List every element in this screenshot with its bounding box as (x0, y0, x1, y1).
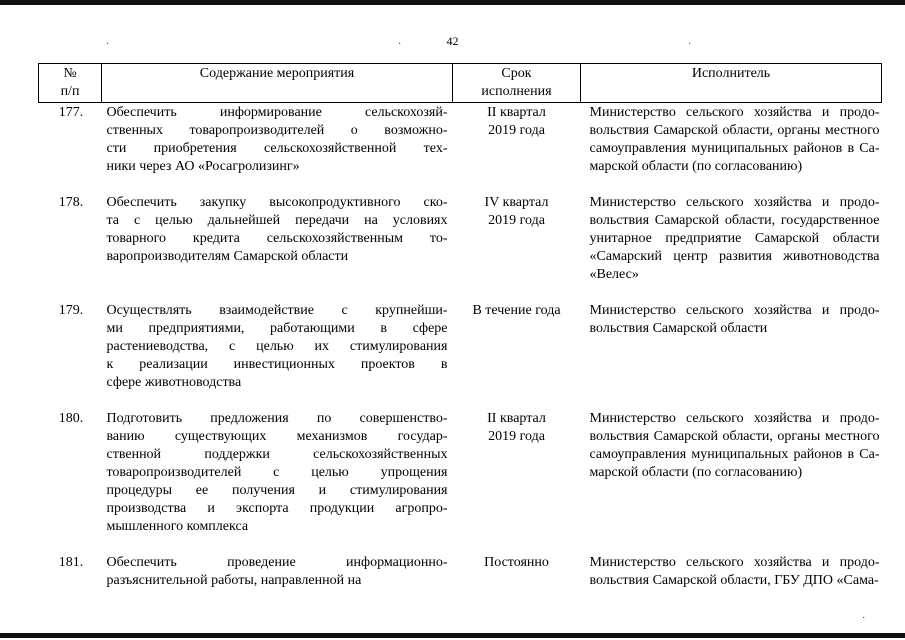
row-executor-line: вольствия Самарской области (589, 321, 768, 336)
scan-speck: · (862, 613, 866, 624)
row-executor-line: марской области (по согласованию) (589, 159, 803, 174)
row-content-line: Обеспечить закупку высокопродуктивного ско- (106, 195, 448, 210)
row-term (453, 103, 581, 195)
top-border (0, 0, 905, 5)
row-content-line: ники через АО «Росагролизинг» (106, 159, 300, 174)
row-content (102, 103, 453, 195)
row-content-line: производства и экспорта продукции агропро- (106, 501, 448, 516)
row-content-line: ственных товаропроизводителей о возможно- (106, 123, 448, 138)
row-executor-line: вольствия Самарской области, государственное (589, 213, 880, 228)
row-term-line: 2019 года (488, 123, 545, 138)
row-number: 177. (58, 105, 84, 120)
row-term (453, 410, 581, 554)
row-number: 179. (58, 303, 84, 318)
row-executor-line: Министерство сельского хозяйства и продо- (589, 411, 880, 426)
row-executor-line: Министерство сельского хозяйства и продо- (589, 105, 880, 120)
row-content-line: та с целью дальнейшей передачи на условиях (106, 213, 448, 228)
row-content-line: разъяснительной работы, направленной на (106, 573, 362, 588)
row-executor-line: самоуправления муниципальных районов в Са- (589, 447, 880, 462)
row-term (453, 554, 581, 608)
row-executor (581, 410, 882, 554)
row-content (102, 302, 453, 410)
row-executor-line: Министерство сельского хозяйства и продо- (589, 303, 880, 318)
row-content-line: к реализации инвестиционных проектов в (106, 357, 448, 372)
row-executor-line: Министерство сельского хозяйства и продо- (589, 195, 880, 210)
row-number: 181. (58, 555, 84, 570)
header-term: Срок исполнения (453, 64, 581, 103)
header-number: № п/п (39, 64, 102, 103)
row-term (453, 194, 581, 302)
row-executor-line: вольствия Самарской области, органы местного (589, 123, 880, 138)
row-executor-line: Министерство сельского хозяйства и продо- (589, 555, 880, 570)
row-content (102, 410, 453, 554)
row-term (453, 302, 581, 410)
row-executor (581, 554, 882, 608)
row-term-line: IV квартал (484, 195, 549, 210)
row-executor-line: самоуправления муниципальных районов в Са- (589, 141, 880, 156)
row-executor (581, 103, 882, 195)
row-content-line: товарного кредита сельскохозяйственным то- (106, 231, 448, 246)
row-executor-line: вольствия Самарской области, ГБУ ДПО «Сама- (589, 573, 879, 588)
table-row (39, 103, 882, 195)
row-content-line: ми предприятиями, работающими в сфере (106, 321, 448, 336)
row-executor-line: вольствия Самарской области, органы местного (589, 429, 880, 444)
header-content: Содержание мероприятия (102, 64, 453, 103)
row-executor-line: марской области (по согласованию) (589, 465, 803, 480)
row-term-line: 2019 года (488, 429, 545, 444)
row-content-line: Подготовить предложения по совершенство- (106, 411, 448, 426)
scan-speck: · (106, 39, 110, 50)
row-executor (581, 302, 882, 410)
row-term-line: II квартал (487, 105, 546, 120)
table-row (39, 554, 882, 608)
row-content-line: варопроизводителям Самарской области (106, 249, 349, 264)
table-row (39, 194, 882, 302)
row-executor-line: унитарное предприятие Самарской области (589, 231, 880, 246)
row-number: 180. (58, 411, 84, 426)
row-content-line: процедуры ее получения и стимулирования (106, 483, 448, 498)
row-term-line: 2019 года (488, 213, 545, 228)
row-content-line: растениеводства, с целью их стимулирования (106, 339, 448, 354)
row-content (102, 194, 453, 302)
row-content-line: Обеспечить проведение информационно- (106, 555, 448, 570)
row-content-line: товаропроизводителей с целью упрощения (106, 465, 448, 480)
row-content-line: ственной поддержки сельскохозяйственных (106, 447, 448, 462)
row-term-line: Постоянно (484, 555, 549, 570)
header-executor: Исполнитель (581, 64, 882, 103)
row-content-line: сти приобретения сельскохозяйственной тех- (106, 141, 448, 156)
row-term-line: II квартал (487, 411, 546, 426)
row-content-line: мышленного комплекса (106, 519, 249, 534)
table-row (39, 410, 882, 554)
row-number: 178. (58, 195, 84, 210)
row-content-line: ванию существующих механизмов государ- (106, 429, 448, 444)
row-content (102, 554, 453, 608)
row-executor (581, 194, 882, 302)
row-executor-line: «Велес» (589, 267, 639, 282)
row-term-line: В течение года (472, 303, 561, 318)
row-content-line: Обеспечить информирование сельскохозяй- (106, 105, 448, 120)
row-executor-line: «Самарский центр развития животноводства (589, 249, 880, 264)
row-content-line: Осуществлять взаимодействие с крупнейши- (106, 303, 448, 318)
table-header-row (39, 64, 882, 103)
page-number: 42 (446, 34, 459, 48)
row-content-line: сфере животноводства (106, 375, 242, 390)
scan-speck: · (688, 39, 692, 50)
scan-speck: · (398, 39, 402, 50)
table-row (39, 302, 882, 410)
bottom-border (0, 633, 905, 638)
measures-table (38, 63, 882, 608)
